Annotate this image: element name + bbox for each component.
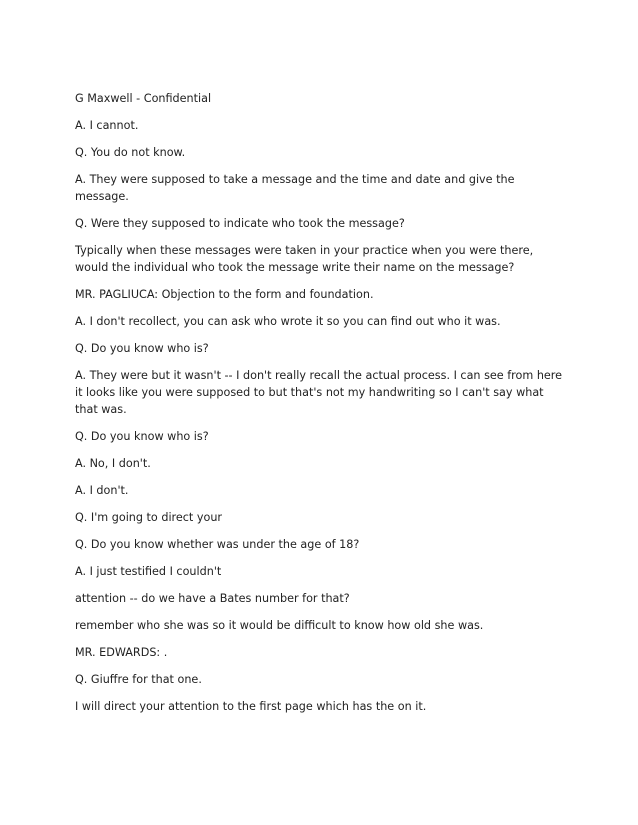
transcript-body [75, 90, 565, 725]
transcript-line: I will direct your attention to the first page which has the on it. [75, 700, 427, 713]
transcript-line: MR. EDWARDS: . [75, 646, 168, 659]
transcript-line: Q. Giuffre for that one. [75, 673, 202, 686]
transcript-line: Q. Do you know who is? [75, 430, 209, 443]
transcript-line: Q. Do you know whether was under the age of 18? [75, 538, 360, 551]
transcript-line: Q. You do not know. [75, 146, 186, 159]
transcript-line: A. I don't. [75, 484, 129, 497]
document-header: G Maxwell - Confidential [75, 92, 212, 105]
transcript-line: Q. I'm going to direct your [75, 511, 223, 524]
transcript-line: remember who she was so it would be difficult to know how old she was. [75, 619, 484, 632]
transcript-line: Q. Were they supposed to indicate who took the message? [75, 217, 405, 230]
transcript-line: A. I don't recollect, you can ask who wrote it so you can find out who it was. [75, 315, 501, 328]
transcript-line: A. No, I don't. [75, 457, 151, 470]
transcript-line: attention -- do we have a Bates number for that? [75, 592, 350, 605]
transcript-line: MR. PAGLIUCA: Objection to the form and foundation. [75, 288, 374, 301]
transcript-line: A. I just testified I couldn't [75, 565, 222, 578]
transcript-line: A. They were supposed to take a message and the time and date and give the message. [75, 173, 515, 203]
transcript-line: A. I cannot. [75, 119, 139, 132]
transcript-line: Typically when these messages were taken in your practice when you were there, would the individual who took the message write their name on the message? [75, 244, 534, 274]
transcript-line: A. They were but it wasn't -- I don't really recall the actual process. I can see from here it looks like you were supposed to but that's not my handwriting so I can't say what that was. [75, 369, 563, 416]
transcript-line: Q. Do you know who is? [75, 342, 209, 355]
